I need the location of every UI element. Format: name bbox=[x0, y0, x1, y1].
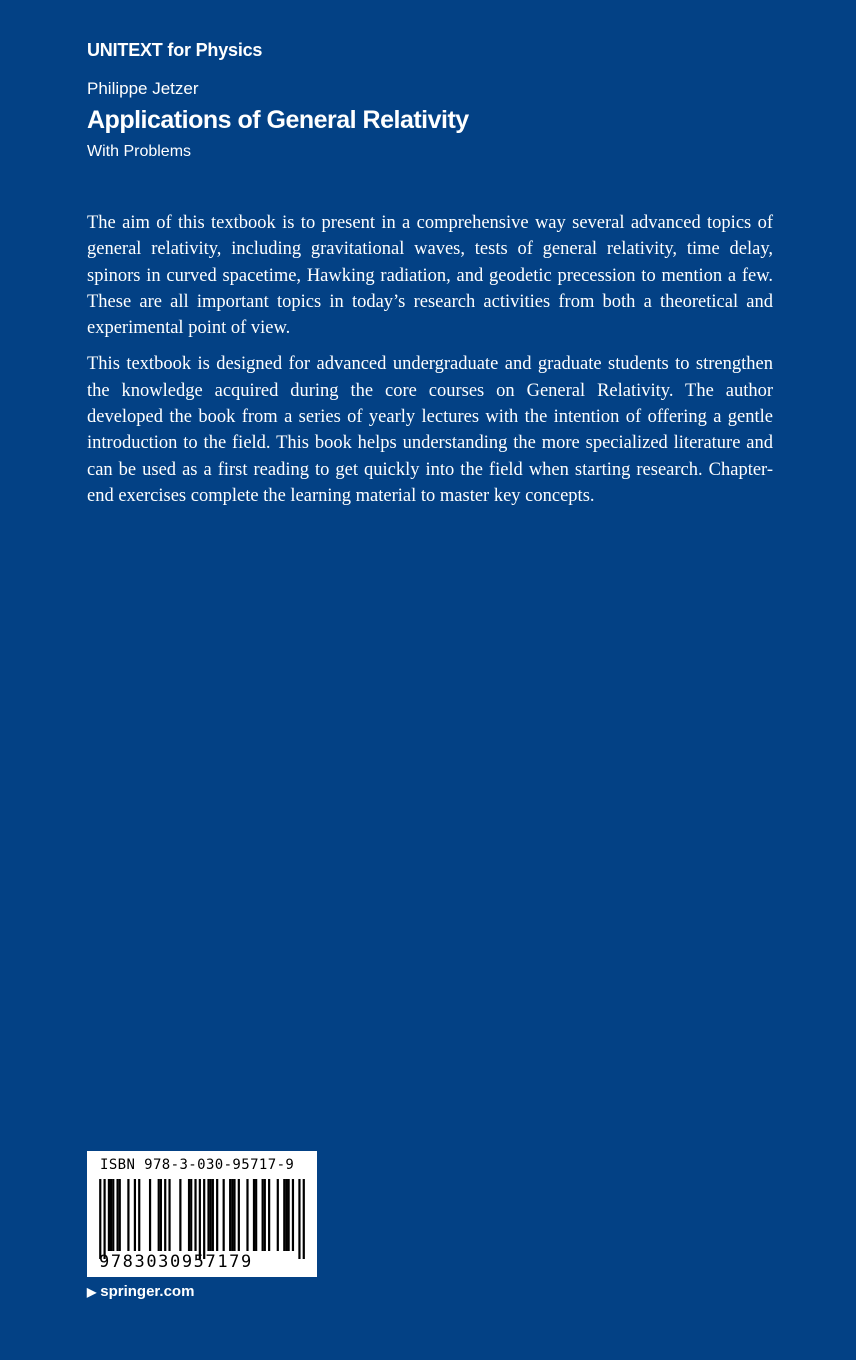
barcode-bar bbox=[223, 1179, 225, 1251]
barcode-bar bbox=[303, 1179, 305, 1259]
book-subtitle: With Problems bbox=[87, 143, 192, 160]
barcode-bar bbox=[229, 1179, 231, 1251]
barcode-bar bbox=[119, 1179, 121, 1251]
barcode-bar bbox=[231, 1179, 233, 1251]
barcode-bar bbox=[203, 1179, 205, 1259]
barcode-bar bbox=[103, 1179, 105, 1259]
barcode-bar bbox=[233, 1179, 235, 1251]
barcode-bar bbox=[277, 1179, 279, 1251]
barcode-digits: 9783030957179 bbox=[99, 1252, 253, 1272]
barcode-bar bbox=[134, 1179, 136, 1251]
description-paragraph-1: The aim of this textbook is to present in a comprehensive way several advanced topics of general relativity, including gravitational waves, tests of general relativity, time delay, spinors in curved spacetime, Hawking radiation, and geodetic precession to mention a few. These are all important topics in today’s research activities from both a theoretical and experimental point of view. bbox=[87, 213, 773, 339]
barcode-bar bbox=[168, 1179, 170, 1251]
isbn-label: ISBN 978-3-030-95717-9 bbox=[100, 1157, 295, 1173]
barcode-bar bbox=[253, 1179, 255, 1251]
isbn-barcode bbox=[87, 1151, 317, 1277]
barcode-bar bbox=[138, 1179, 140, 1251]
barcode-bar bbox=[268, 1179, 270, 1251]
barcode-bar bbox=[288, 1179, 290, 1251]
barcode-bar bbox=[110, 1179, 112, 1251]
barcode-bar bbox=[149, 1179, 151, 1251]
book-description bbox=[87, 210, 773, 519]
book-title: Applications of General Relativity bbox=[87, 106, 469, 134]
series-name: UNITEXT for Physics bbox=[87, 40, 263, 60]
barcode-bar bbox=[216, 1179, 218, 1251]
barcode-bar bbox=[285, 1179, 287, 1251]
barcode-bar bbox=[190, 1179, 192, 1251]
barcode-bar bbox=[199, 1179, 201, 1259]
triangle-right-icon: ▶ bbox=[87, 1284, 97, 1299]
barcode-bar bbox=[127, 1179, 129, 1251]
barcode-bar bbox=[116, 1179, 118, 1251]
barcode-bar bbox=[179, 1179, 181, 1251]
publisher-website-link[interactable] bbox=[87, 1283, 194, 1300]
barcode-bar bbox=[255, 1179, 257, 1251]
barcode-bar bbox=[188, 1179, 190, 1251]
description-paragraph-2: This textbook is designed for advanced undergraduate and graduate students to strengthen the knowledge acquired during the core courses on General Relativity. The author developed the book from a series of yearly lectures with the intention of offering a gentle introduction to the field. This book helps understanding the more specialized literature and can be used as a first reading to get quickly into the field when starting research. Chapter-end exercises complete the learning material to master key concepts. bbox=[87, 354, 773, 506]
barcode-bar bbox=[158, 1179, 160, 1251]
barcode-bar bbox=[292, 1179, 294, 1251]
barcode-bar bbox=[238, 1179, 240, 1251]
barcode-bars bbox=[97, 1179, 307, 1259]
barcode-bar bbox=[99, 1179, 101, 1259]
barcode-bar bbox=[194, 1179, 196, 1251]
barcode-bar bbox=[164, 1179, 166, 1251]
author-name: Philippe Jetzer bbox=[87, 79, 199, 98]
barcode-bar bbox=[298, 1179, 300, 1259]
barcode-bar bbox=[264, 1179, 266, 1251]
barcode-bar bbox=[112, 1179, 114, 1251]
barcode-bar bbox=[212, 1179, 214, 1251]
barcode-bar bbox=[210, 1179, 212, 1251]
barcode-bar bbox=[246, 1179, 248, 1251]
website-label: springer.com bbox=[100, 1283, 195, 1300]
barcode-bar bbox=[283, 1179, 285, 1251]
barcode-bar bbox=[207, 1179, 209, 1251]
barcode-bar bbox=[160, 1179, 162, 1251]
barcode-bar bbox=[108, 1179, 110, 1251]
barcode-bar bbox=[262, 1179, 264, 1251]
